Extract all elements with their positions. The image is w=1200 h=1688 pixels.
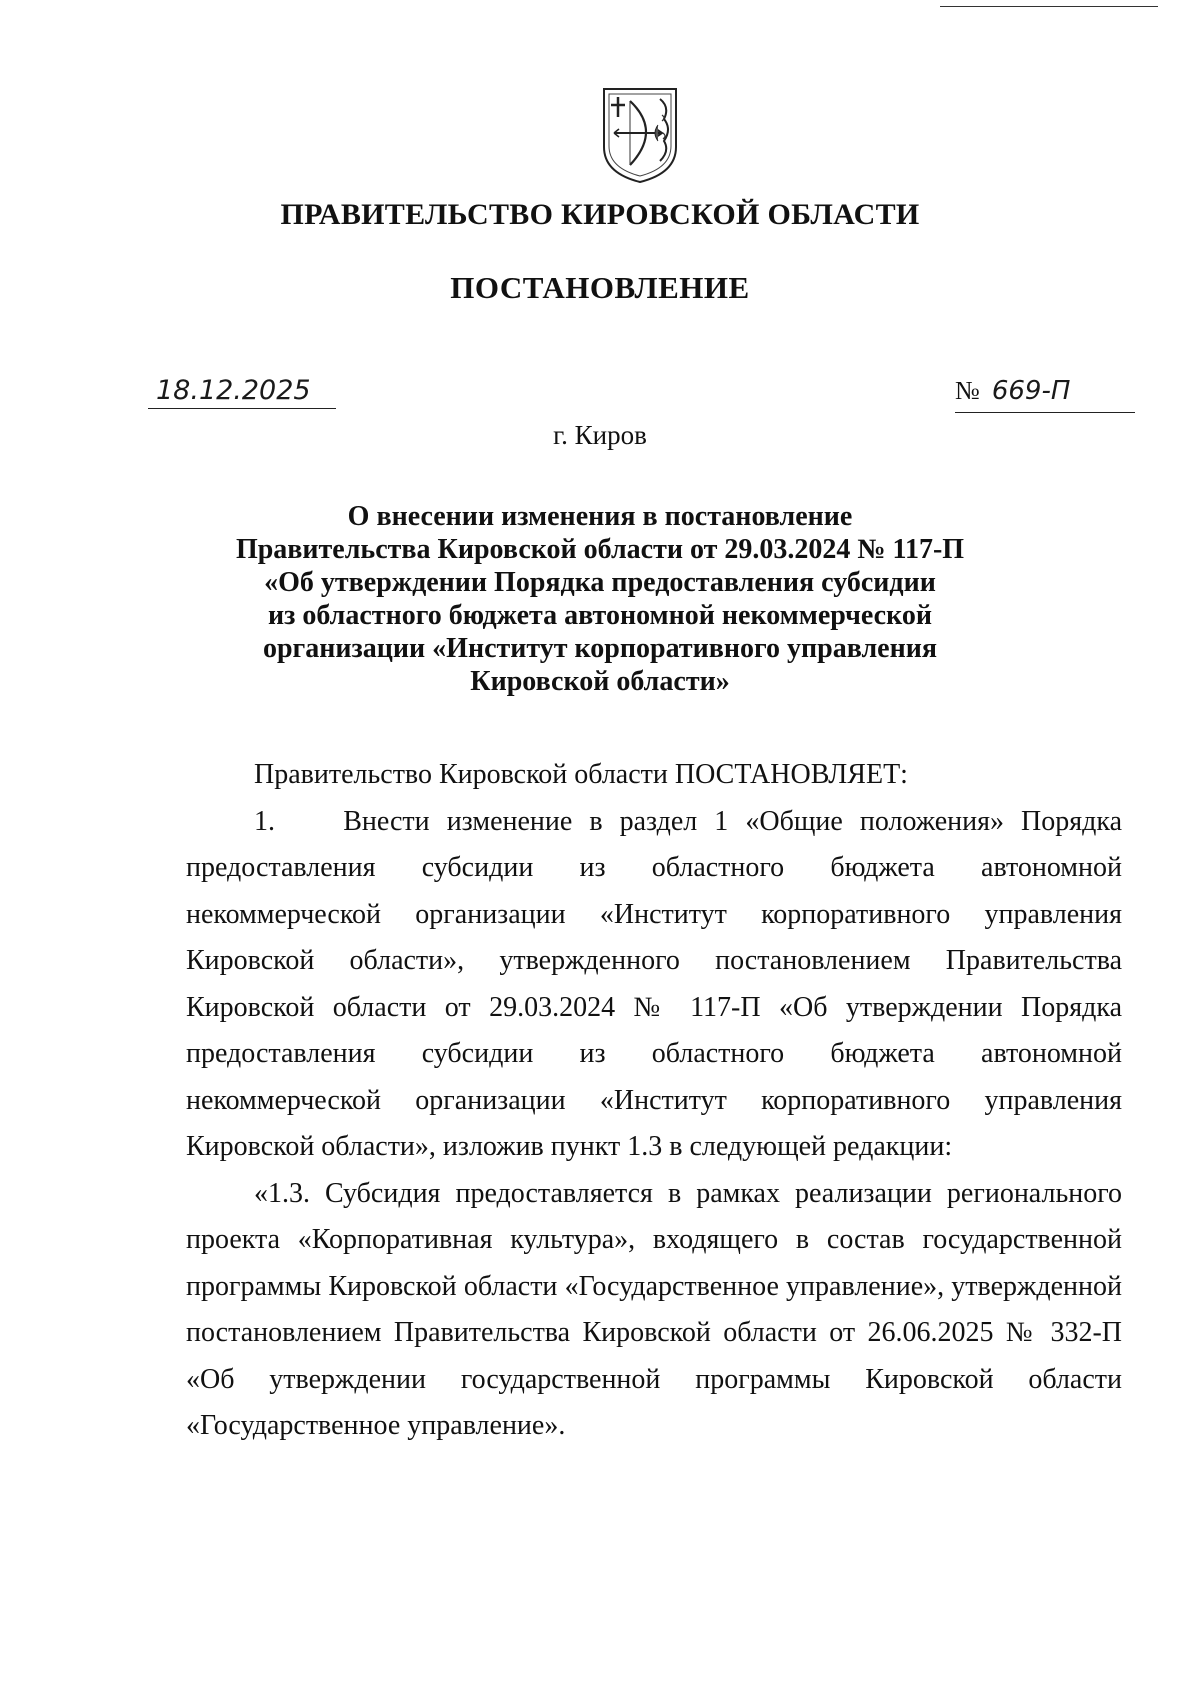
paragraph-item-1: 1. Внести изменение в раздел 1 «Общие положения» Порядка предоставления субсидии из областного бюджета автономной некоммерческой организации «Институт корпоративного управления Кировской области», утвержденного постановлением Правительства Кировской области от 29.03.2024 № 117-П «Об утверждении Порядка предоставления субсидии из областного бюджета автономной некоммерческой организации «Институт корпоративного управления Кировской области», изложив пункт 1.3 в следующей редакции: (186, 805, 1122, 1162)
subject-line: из областного бюджета автономной некоммерческой (267, 600, 932, 631)
subject-line: Кировской области» (470, 666, 730, 697)
paragraph-item-1-3: «1.3. Субсидия предоставляется в рамках реализации регионального проекта «Корпоративная культура», входящего в состав государственной программы Кировской области «Государственное управление», утвержденной постановлением Правительства Кировской области от 26.06.2025 № 332-П «Об утверждении государственной программы Кировской области «Государственное управление». (186, 1177, 1122, 1441)
number-value: 669-П (991, 376, 1071, 406)
city: г. Киров (553, 420, 647, 450)
subject-line: Правительства Кировской области от 29.03.2024 № 117-П (235, 534, 965, 565)
document-subject (200, 500, 1000, 698)
number-sign: № (955, 376, 980, 405)
document-date: 18.12.2025 (148, 374, 336, 409)
subject-line: «Об утверждении Порядка предоставления субсидии (264, 567, 936, 598)
subject-line: О внесении изменения в постановление (347, 501, 853, 532)
top-rule (940, 6, 1158, 7)
preamble: Правительство Кировской области ПОСТАНОВЛЯЕТ: (254, 759, 908, 790)
document-type: ПОСТАНОВЛЕНИЕ (450, 270, 750, 305)
subject-line: организации «Институт корпоративного управления (262, 633, 938, 664)
government-title: ПРАВИТЕЛЬСТВО КИРОВСКОЙ ОБЛАСТИ (280, 198, 920, 231)
coat-of-arms-icon (600, 85, 680, 185)
document-number (955, 374, 1135, 413)
document-body (186, 752, 1122, 1450)
